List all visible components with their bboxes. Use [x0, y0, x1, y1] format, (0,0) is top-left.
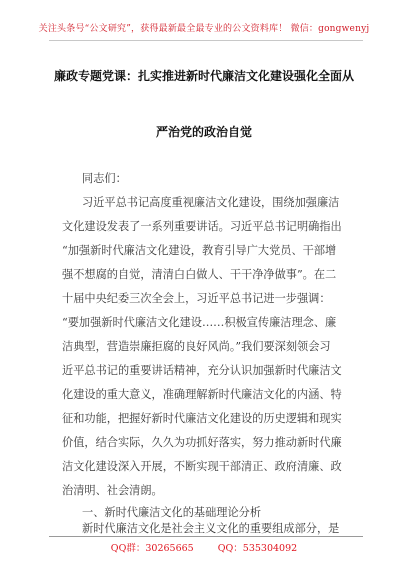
body-line: 洁文化建设深入开展，不断实现干部清正、政府清廉、政	[62, 460, 342, 473]
body-line: “加强新时代廉洁文化建设，教育引导广大党员、干部增	[62, 244, 337, 257]
body-line: 近平总书记的重要讲话精神，充分认识加强新时代廉洁文	[62, 364, 342, 377]
body-line: 治清明、社会清朗。	[62, 484, 163, 497]
header-notice: 关注头条号“公文研究”，获得最新最全最专业的公文资料库！ 微信：gongwenyj	[38, 24, 370, 34]
page-title-line-1: 廉政专题党课：扎实推进新时代廉洁文化建设强化全面从	[53, 69, 354, 83]
body-line: 强不想腐的自觉，清清白白做人、干干净净做事”。在二	[62, 268, 337, 281]
footer-qq-number: QQ：535304092	[217, 543, 298, 554]
body-line: 征和功能，把握好新时代廉洁文化建设的历史逻辑和现实	[62, 412, 342, 425]
footer-qq-group: QQ群：30265665	[110, 543, 194, 554]
salutation: 同志们：	[82, 172, 127, 185]
body-line: 十届中央纪委三次全会上，习近平总书记进一步强调：	[62, 292, 331, 305]
body-line: 价值，结合实际，久久为功抓好落实，努力推动新时代廉	[62, 436, 342, 449]
page-title-line-2: 严治党的政治自觉	[155, 125, 252, 139]
footer-contact	[0, 540, 408, 554]
section-heading: 一、新时代廉洁文化的基础理论分析	[82, 506, 262, 519]
body-line: 文化建设发表了一系列重要讲话。习近平总书记明确指出	[62, 220, 342, 233]
body-line: 新时代廉洁文化是社会主义文化的重要组成部分，是	[82, 522, 340, 535]
header-divider	[49, 40, 363, 41]
footer-divider	[49, 536, 363, 537]
body-line: 习近平总书记高度重视廉洁文化建设，围绕加强廉洁	[82, 196, 340, 209]
body-line: 洁典型，营造崇廉拒腐的良好风尚。”我们要深刻领会习	[62, 340, 331, 353]
body-line: 化建设的重大意义，准确理解新时代廉洁文化的内涵、特	[62, 388, 342, 401]
body-line: “要加强新时代廉洁文化建设……积极宣传廉洁理念、廉	[62, 316, 337, 329]
